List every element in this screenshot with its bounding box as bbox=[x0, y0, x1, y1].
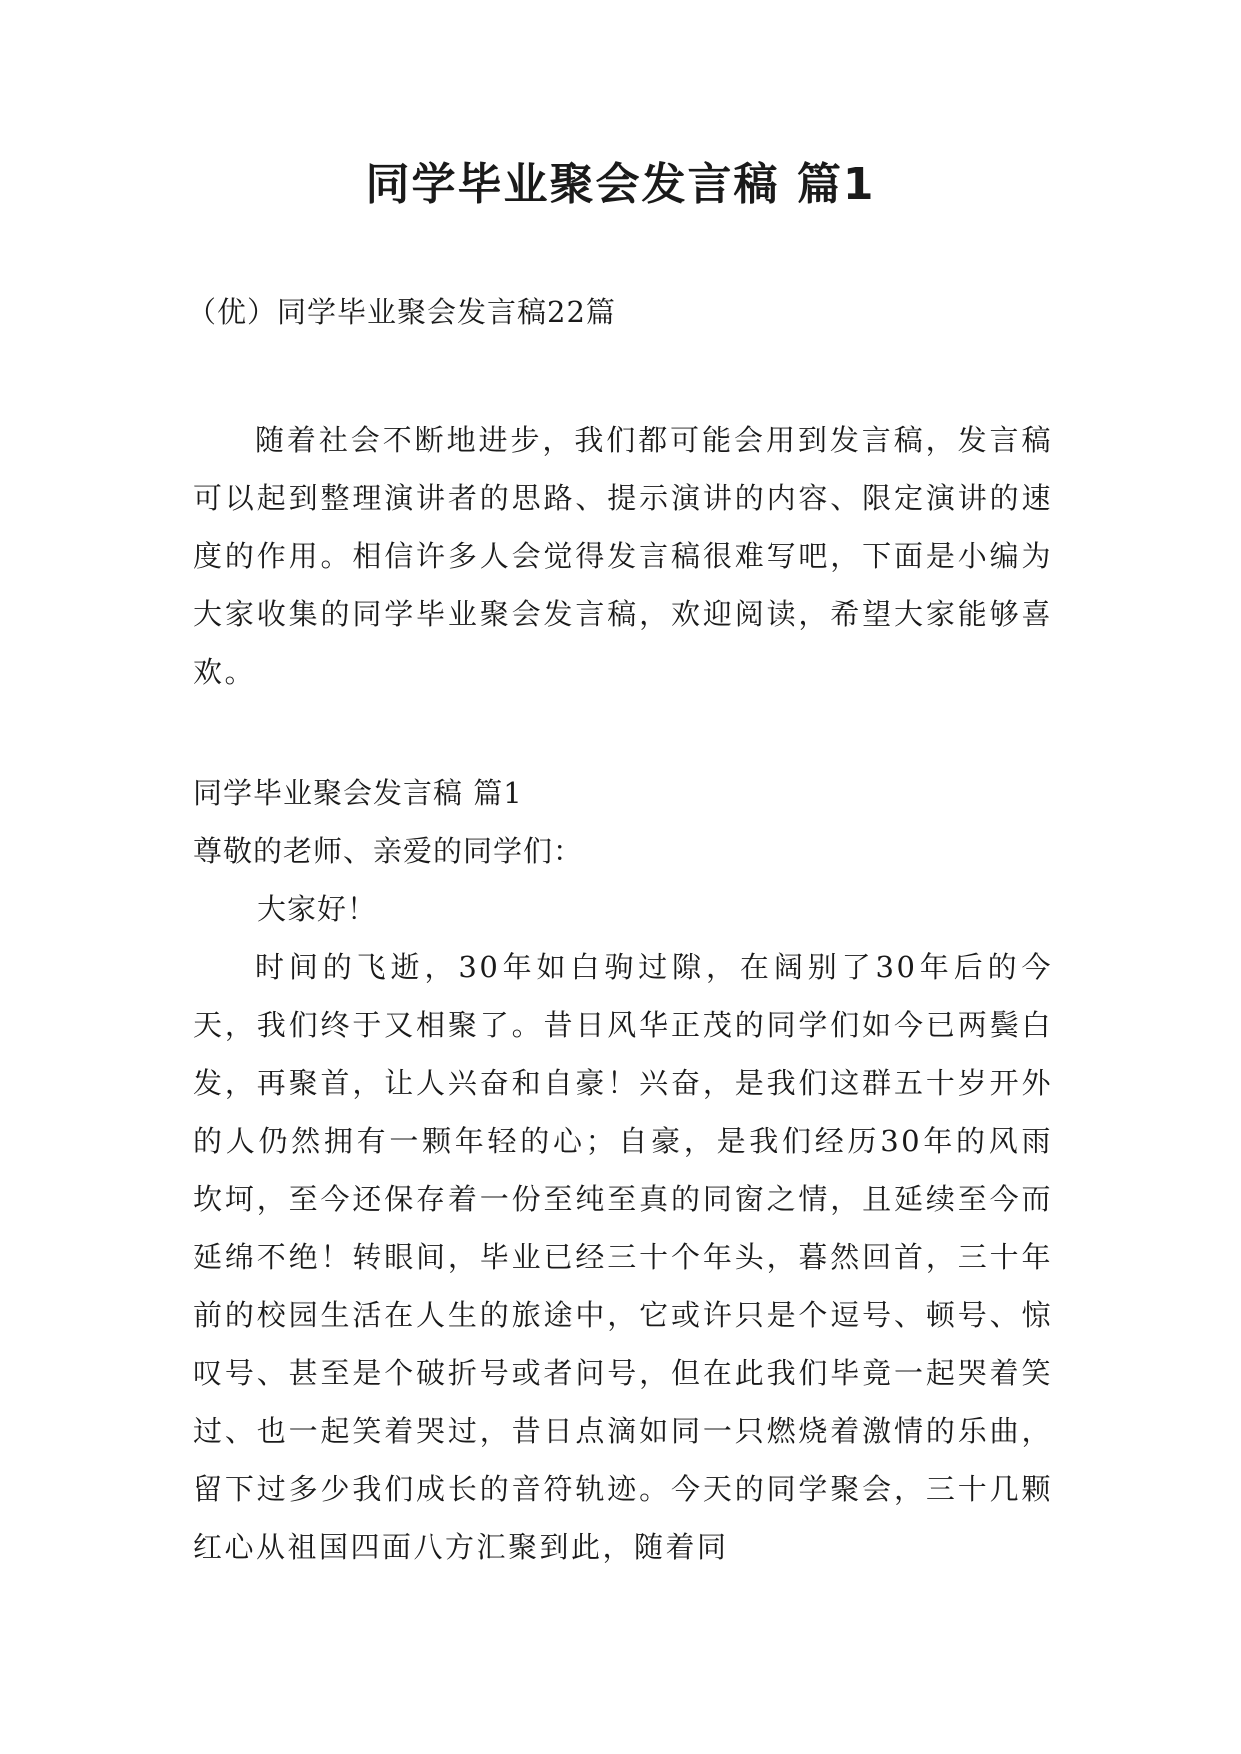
intro-paragraph: 随着社会不断地进步，我们都可能会用到发言稿，发言稿可以起到整理演讲者的思路、提示演讲的内容、限定演讲的速度的作用。相信许多人会觉得发言稿很难写吧，下面是小编为大家收集的同学毕业聚会发言稿，欢迎阅读，希望大家能够喜欢。 bbox=[193, 423, 1053, 689]
document-title: 同学毕业聚会发言稿 篇1 bbox=[365, 159, 876, 210]
speech-greeting: 大家好！ bbox=[257, 892, 378, 926]
speech-salutation: 尊敬的老师、亲爱的同学们： bbox=[193, 834, 584, 868]
body-paragraph: 时间的飞逝，30年如白驹过隙，在阔别了30年后的今天，我们终于又相聚了。昔日风华正茂的同学们如今已两鬓白发，再聚首，让人兴奋和自豪！兴奋，是我们这群五十岁开外的人仍然拥有一颗年轻的心；自豪，是我们经历30年的风雨坎坷，至今还保存着一份至纯至真的同窗之情，且延续至今而延绵不绝！转眼间，毕业已经三十个年头，暮然回首，三十年前的校园生活在人生的旅途中，它或许只是个逗号、顿号、惊叹号、甚至是个破折号或者问号，但在此我们毕竟一起哭着笑过、也一起笑着哭过，昔日点滴如同一只燃烧着激情的乐曲，留下过多少我们成长的音符轨迹。今天的同学聚会，三十几颗红心从祖国四面八方汇聚到此，随着同 bbox=[193, 950, 1053, 1564]
document-subtitle: （优）同学毕业聚会发言稿22篇 bbox=[187, 295, 616, 329]
section-heading: 同学毕业聚会发言稿 篇1 bbox=[193, 776, 523, 810]
